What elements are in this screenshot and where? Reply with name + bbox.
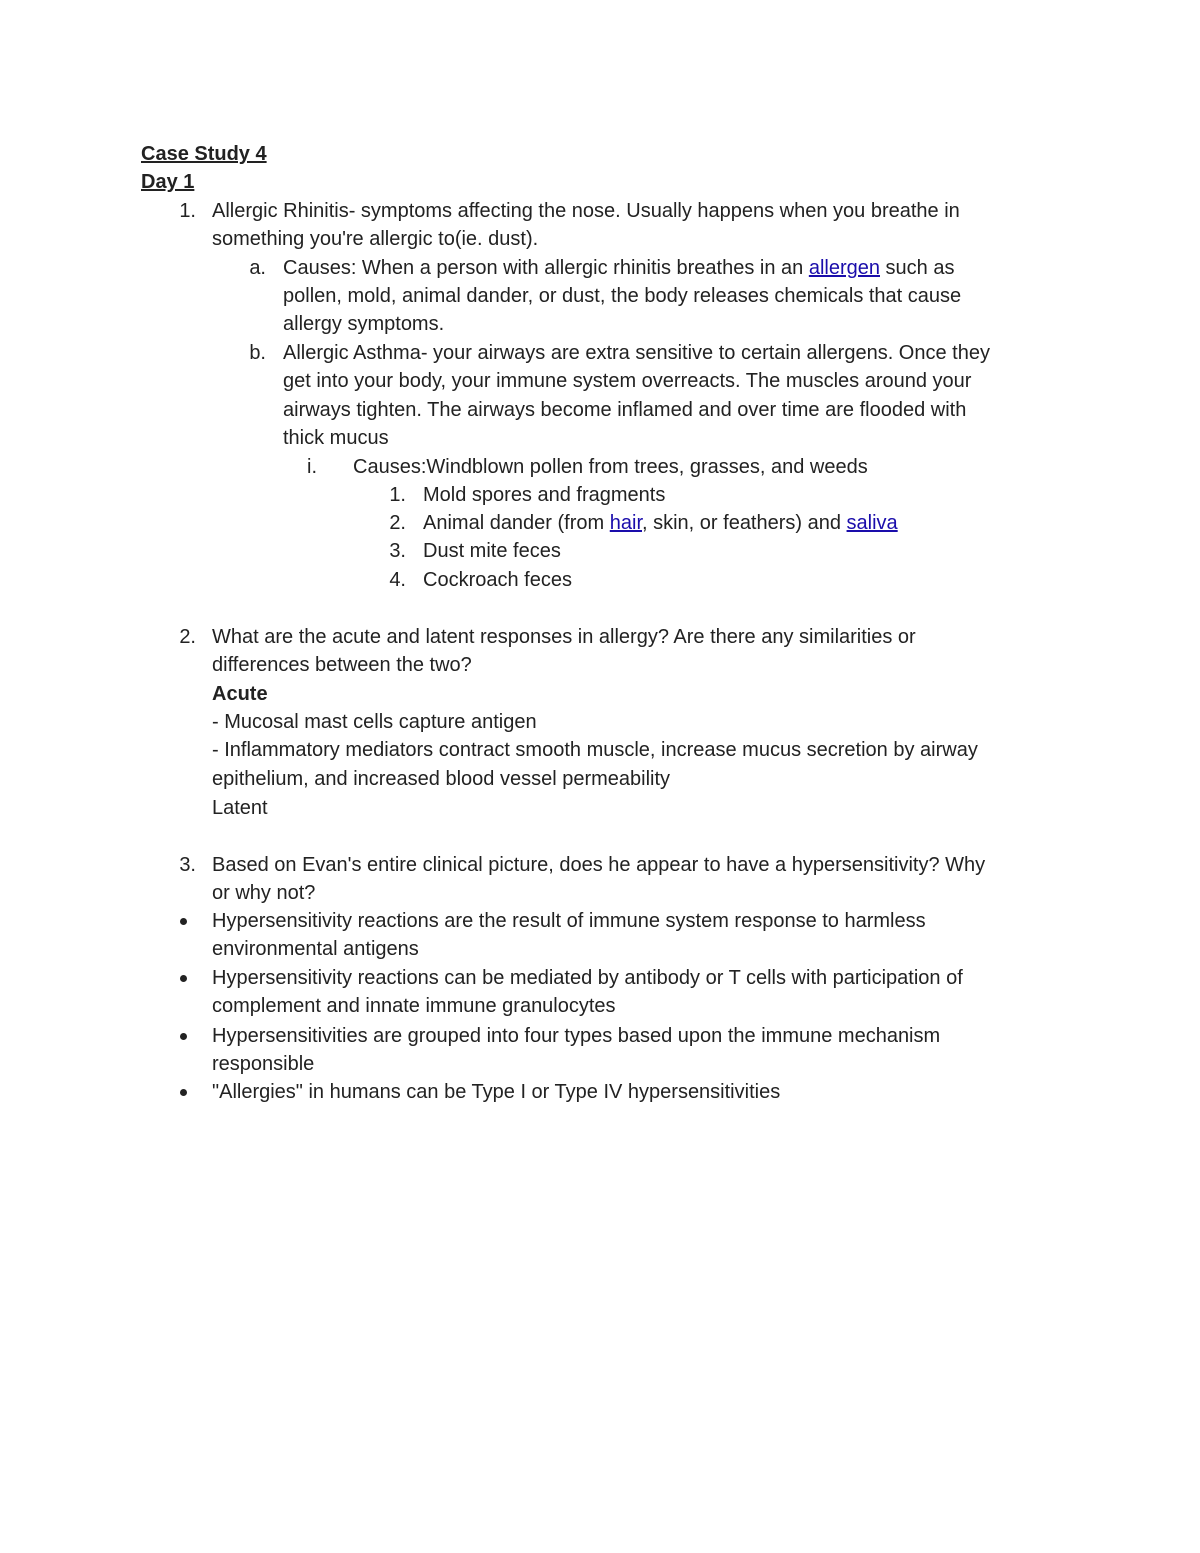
item1a-line1 — [283, 254, 954, 282]
item1a-line2: pollen, mold, animal dander, or dust, the body releases chemicals that cause — [283, 285, 962, 307]
sub-marker-1: 1. — [389, 484, 406, 506]
item1a-line1-pre: Causes: When a person with allergic rhinitis breathes in an — [283, 257, 809, 279]
sub-marker-3: 3. — [389, 540, 406, 562]
list-marker-1: 1. — [179, 200, 196, 222]
bullet-dot-2 — [180, 975, 187, 982]
day-heading: Day 1 — [141, 171, 195, 193]
sub-marker-2: 2. — [389, 512, 406, 534]
saliva-link[interactable]: saliva — [846, 512, 898, 534]
item1b-line2: get into your body, your immune system overreacts. The muscles around your — [283, 370, 972, 392]
list-marker-b: b. — [249, 342, 266, 364]
hair-link[interactable]: hair — [609, 512, 642, 534]
item1b-line1: Allergic Asthma- your airways are extra sensitive to certain allergens. Once they — [283, 342, 990, 364]
list-marker-2: 2. — [179, 626, 196, 648]
list-marker-3: 3. — [179, 854, 196, 876]
acute-heading: Acute — [212, 683, 268, 705]
item3-text-line2: or why not? — [212, 882, 316, 904]
sub-item-2-pre: Animal dander (from — [423, 512, 610, 534]
bullet-dot-3 — [180, 1033, 187, 1040]
bullet-1-line1: Hypersensitivity reactions are the result of immune system response to harmless — [212, 910, 926, 932]
sub-marker-4: 4. — [389, 569, 406, 591]
acute-point-2-line1: - Inflammatory mediators contract smooth muscle, increase mucus secretion by airway — [212, 739, 978, 761]
latent-heading: Latent — [212, 797, 268, 819]
item1a-line1-post: such as — [880, 257, 955, 279]
bullet-3-line1: Hypersensitivities are grouped into four types based upon the immune mechanism — [212, 1025, 941, 1047]
sub-item-1: Mold spores and fragments — [423, 484, 666, 506]
sub-item-3: Dust mite feces — [423, 540, 561, 562]
bullet-dot-4 — [180, 1089, 187, 1096]
item2-text-line2: differences between the two? — [212, 654, 472, 676]
item3-text-line1: Based on Evan's entire clinical picture, does he appear to have a hypersensitivity? Why — [212, 854, 986, 876]
list-marker-a: a. — [249, 257, 266, 279]
sub-item-4: Cockroach feces — [423, 569, 572, 591]
item1b-line3: airways tighten. The airways become inflamed and over time are flooded with — [283, 399, 967, 421]
item1-text-line1: Allergic Rhinitis- symptoms affecting the nose. Usually happens when you breathe in — [212, 200, 960, 222]
list-marker-i: i. — [307, 456, 317, 478]
item1b-line4: thick mucus — [283, 427, 389, 449]
item2-text-line1: What are the acute and latent responses in allergy? Are there any similarities or — [212, 626, 916, 648]
bullet-1-line2: environmental antigens — [212, 938, 419, 960]
item1a-line3: allergy symptoms. — [283, 313, 445, 335]
bullet-2-line1: Hypersensitivity reactions can be mediated by antibody or T cells with participation of — [212, 967, 963, 989]
item1b-i-text: Causes:Windblown pollen from trees, grasses, and weeds — [353, 456, 868, 478]
document-title: Case Study 4 — [141, 143, 267, 165]
bullet-4-line1: "Allergies" in humans can be Type I or Type IV hypersensitivities — [212, 1081, 781, 1103]
sub-item-2-mid: , skin, or feathers) and — [642, 512, 847, 534]
acute-point-1: - Mucosal mast cells capture antigen — [212, 711, 537, 733]
bullet-3-line2: responsible — [212, 1053, 315, 1075]
bullet-2-line2: complement and innate immune granulocytes — [212, 995, 616, 1017]
item1-text-line2: something you're allergic to(ie. dust). — [212, 228, 539, 250]
acute-point-2-line2: epithelium, and increased blood vessel permeability — [212, 768, 671, 790]
allergen-link[interactable]: allergen — [808, 257, 880, 279]
sub-item-2 — [423, 509, 898, 537]
bullet-dot-1 — [180, 918, 187, 925]
